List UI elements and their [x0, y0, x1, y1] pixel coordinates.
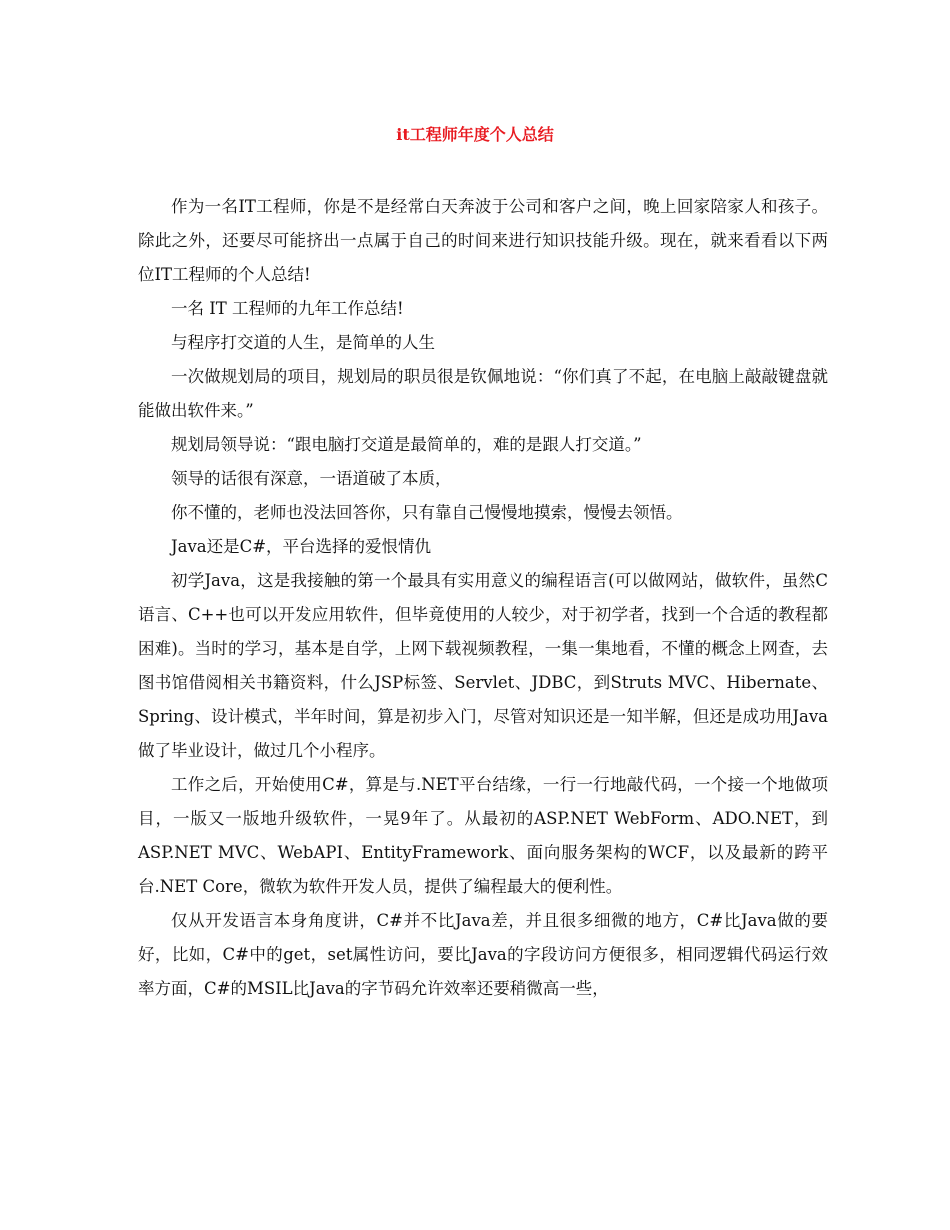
paragraph: 一次做规划局的项目，规划局的职员很是钦佩地说：“你们真了不起，在电脑上敲敲键盘就能做出软件来。” — [138, 367, 828, 420]
paragraph: 作为一名IT工程师，你是不是经常白天奔波于公司和客户之间，晚上回家陪家人和孩子。除此之外，还要尽可能挤出一点属于自己的时间来进行知识技能升级。现在，就来看看以下两位IT工程师的个人总结! — [138, 197, 828, 284]
paragraph: 与程序打交道的人生，是简单的人生 — [171, 333, 435, 352]
paragraph: 一名 IT 工程师的九年工作总结! — [171, 299, 404, 318]
paragraph: Java还是C#，平台选择的爱恨情仇 — [171, 537, 432, 556]
paragraph: 工作之后，开始使用C#，算是与.NET平台结缘，一行一行地敲代码，一个接一个地做项目，一版又一版地升级软件，一晃9年了。从最初的ASP.NET WebForm、ADO.NET，到ASP.NET MVC、WebAPI、EntityFramework、面向服务架构的WCF，以及最新的跨平台.NET Core，微软为软件开发人员，提供了编程最大的便利性。 — [138, 775, 828, 896]
paragraph: 你不懂的，老师也没法回答你，只有靠自己慢慢地摸索，慢慢去领悟。 — [171, 503, 683, 522]
document-body — [138, 190, 828, 1006]
paragraph: 规划局领导说：“跟电脑打交道是最简单的，难的是跟人打交道。” — [171, 435, 642, 454]
paragraph: 初学Java，这是我接触的第一个最具有实用意义的编程语言(可以做网站，做软件，虽然C语言、C++也可以开发应用软件，但毕竟使用的人较少，对于初学者，找到一个合适的教程都困难)。当时的学习，基本是自学，上网下载视频教程，一集一集地看，不懂的概念上网查，去图书馆借阅相关书籍资料，什么JSP标签、Servlet、JDBC，到Struts MVC、Hibernate、Spring、设计模式，半年时间，算是初步入门，尽管对知识还是一知半解，但还是成功用Java做了毕业设计，做过几个小程序。 — [138, 571, 828, 760]
paragraph: 领导的话很有深意，一语道破了本质， — [171, 469, 452, 488]
document-title: it工程师年度个人总结 — [396, 125, 554, 144]
paragraph: 仅从开发语言本身角度讲，C#并不比Java差，并且很多细微的地方，C#比Java做的要好，比如，C#中的get，set属性访问，要比Java的字段访问方便很多，相同逻辑代码运行效率方面，C#的MSIL比Java的字节码允许效率还要稍微高一些， — [138, 911, 828, 998]
